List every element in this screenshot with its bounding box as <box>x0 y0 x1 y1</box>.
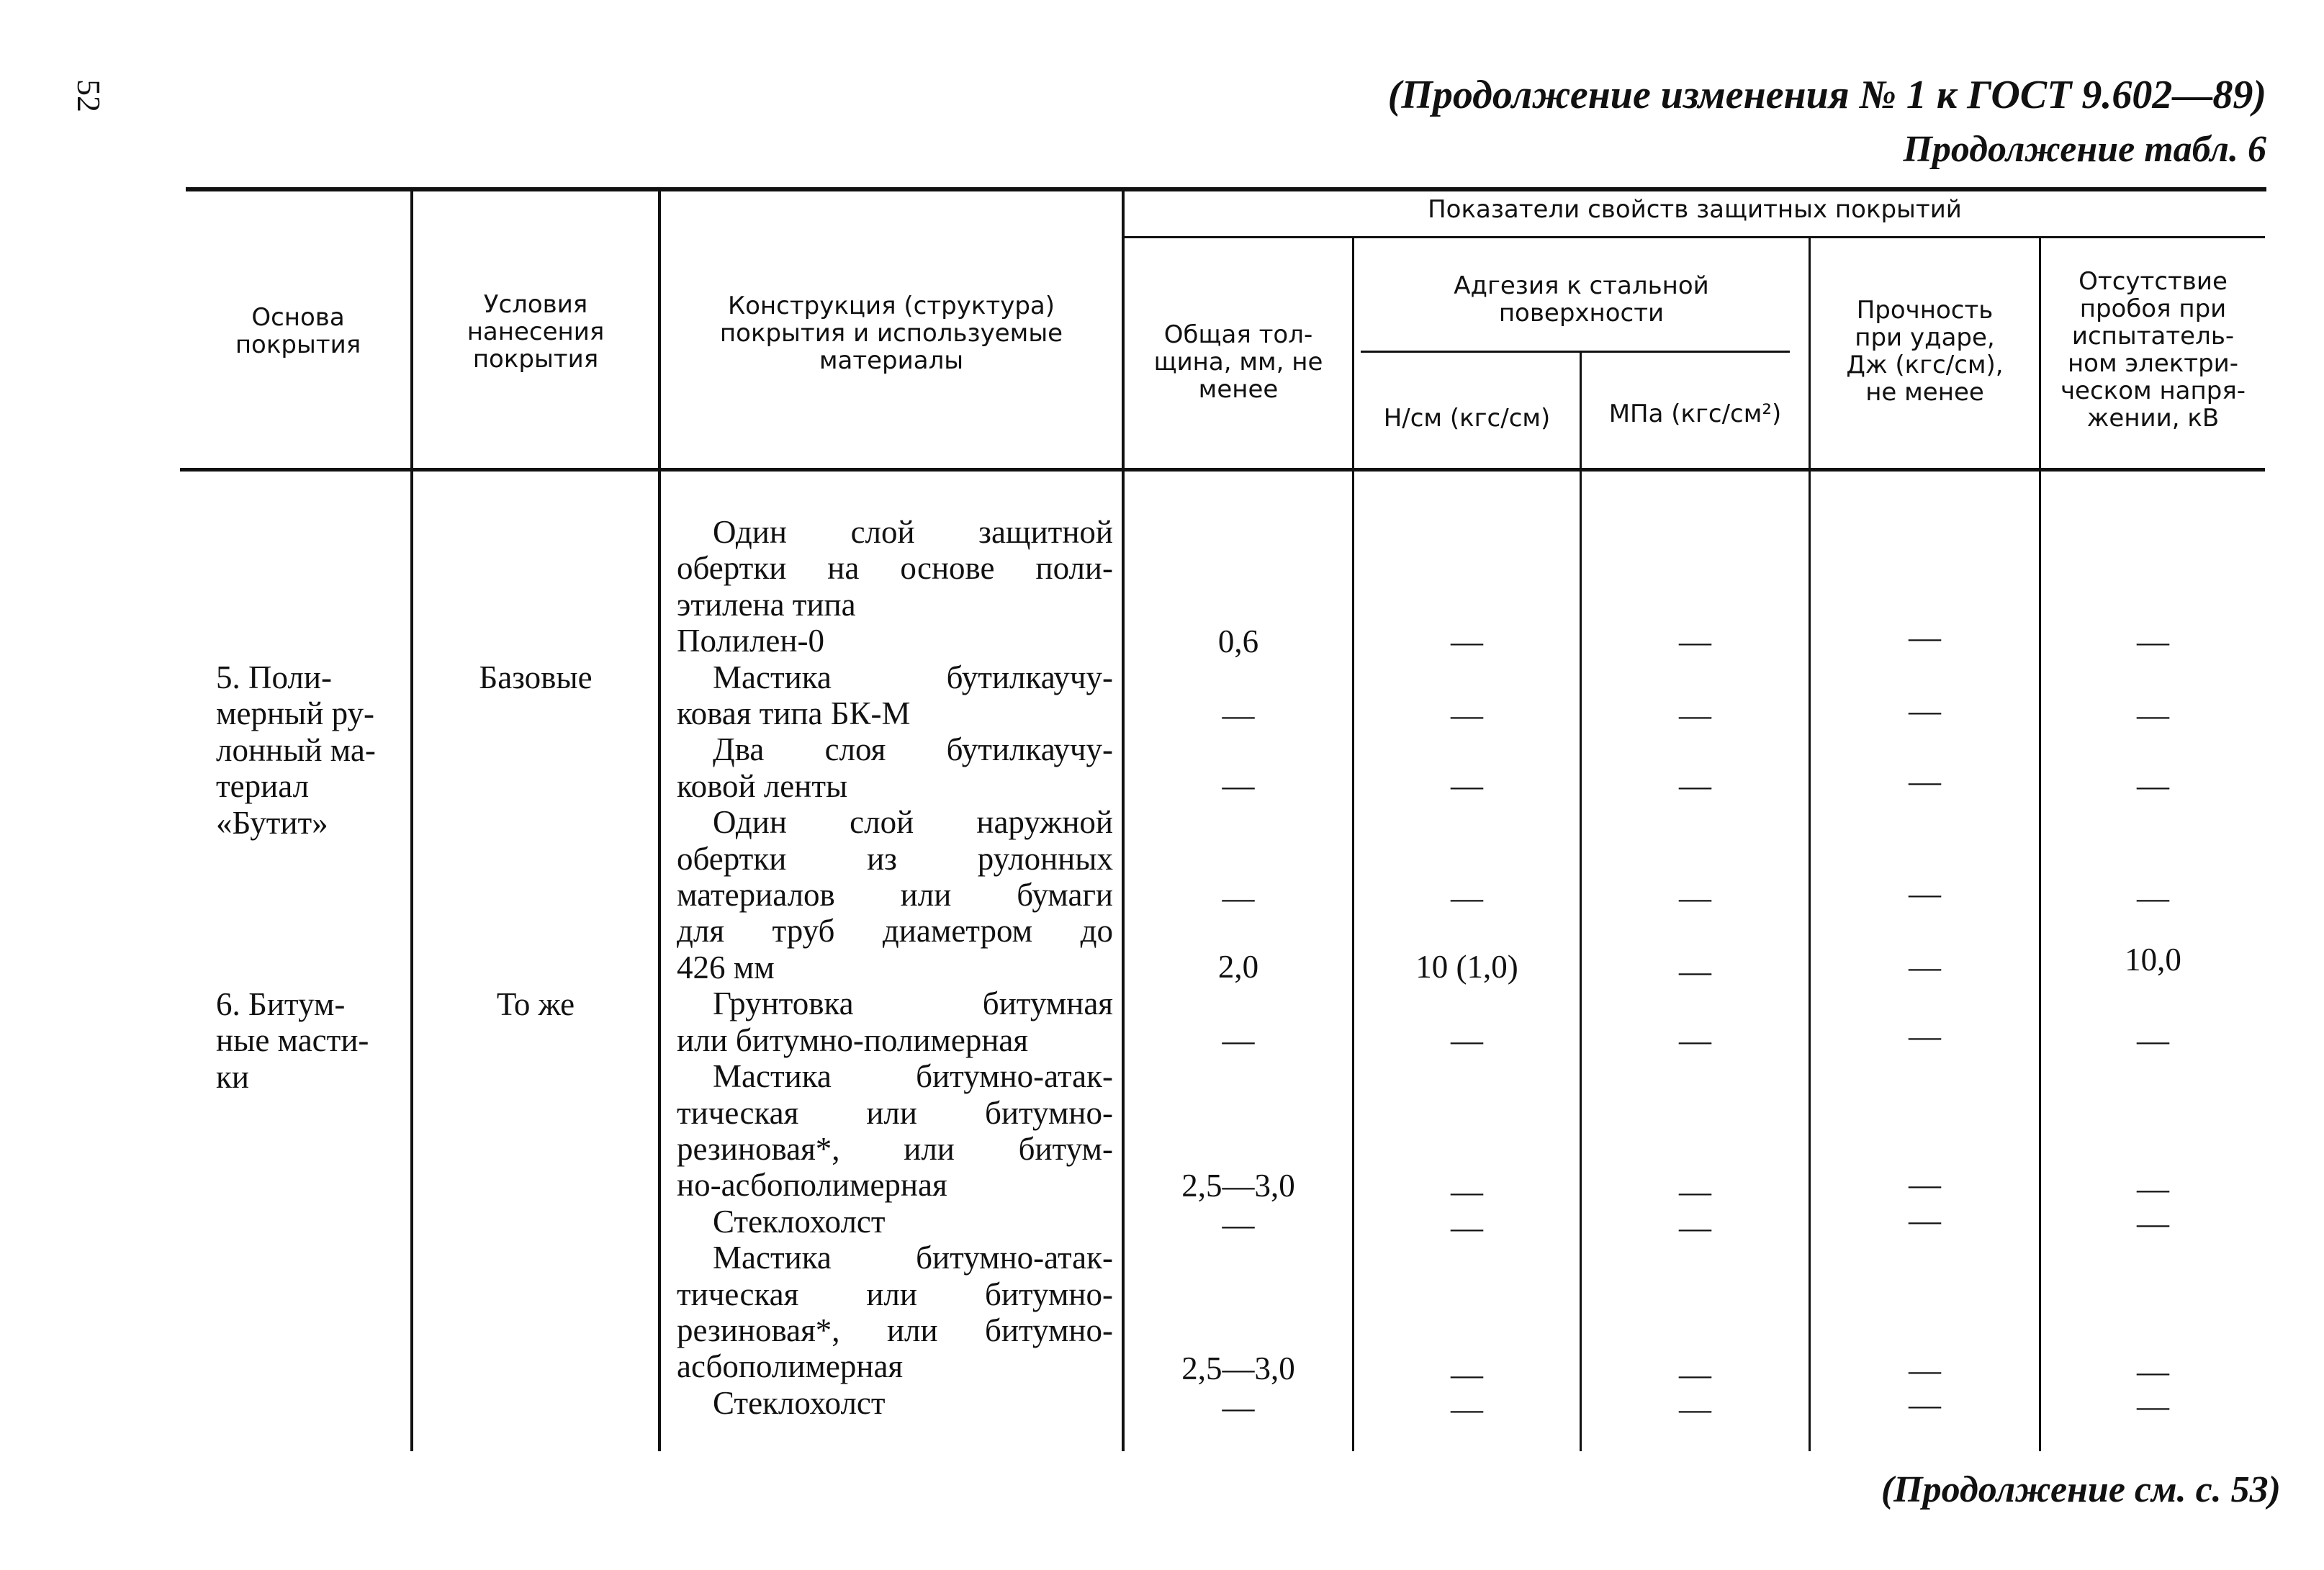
cell-thickness: 2,5—3,0 <box>1181 1350 1295 1386</box>
cell-adhesion-n: — <box>1451 1022 1483 1058</box>
cell-thickness: — <box>1222 697 1255 733</box>
cell-adhesion-n: — <box>1451 697 1483 733</box>
cell-adhesion-n: — <box>1451 1356 1483 1392</box>
cell-adhesion-mpa: — <box>1679 697 1711 733</box>
construction-line: для труб диаметром до <box>677 913 1113 949</box>
cell-adhesion-n: — <box>1451 623 1483 659</box>
construction-line: Мастика бутилкаучу- <box>713 659 1113 695</box>
cell-breakdown: — <box>2137 767 2169 803</box>
construction-text <box>677 514 1113 1421</box>
cell-breakdown: — <box>2137 1205 2169 1241</box>
cell-adhesion-n: — <box>1451 1173 1483 1209</box>
cell-thickness: 0,6 <box>1217 623 1259 659</box>
cell-thickness: — <box>1222 880 1255 916</box>
cell-impact: — <box>1909 1202 1941 1238</box>
cell-breakdown: — <box>2137 1170 2169 1206</box>
cell-breakdown: — <box>2137 623 2169 659</box>
adhesion-group-rule <box>1361 351 1790 353</box>
cell-impact: — <box>1909 1166 1941 1202</box>
construction-line: асбополимерная <box>677 1348 904 1385</box>
cell-thickness: — <box>1222 1206 1255 1242</box>
construction-line: но-асбополимерная <box>677 1167 947 1204</box>
cell-breakdown: — <box>2137 1388 2169 1424</box>
document-header: (Продолжение изменения № 1 к ГОСТ 9.602—89) <box>1387 73 2266 117</box>
page-number: 52 <box>71 79 107 112</box>
cell-impact: — <box>1909 763 1941 799</box>
construction-line: Два слоя бутилкаучу- <box>713 731 1113 768</box>
continuation-note: (Продолжение см. с. 53) <box>1881 1469 2281 1510</box>
table-caption: Продолжение табл. 6 <box>1903 129 2266 170</box>
cell-adhesion-n: 10 (1,0) <box>1415 949 1518 985</box>
construction-line: 426 мм <box>677 949 775 985</box>
properties-group-rule <box>1125 236 2265 238</box>
cell-adhesion-n: — <box>1451 767 1483 803</box>
construction-line: резиновая*, или битум- <box>677 1130 1113 1167</box>
cell-adhesion-n: — <box>1451 1209 1483 1245</box>
header-adhesion-mpa: МПа (кгс/см²) <box>1608 400 1782 428</box>
cell-thickness: — <box>1222 1022 1255 1058</box>
construction-line: Мастика битумно-атак- <box>713 1240 1113 1276</box>
cell-adhesion-n: — <box>1451 880 1483 916</box>
construction-line: или битумно-полимерная <box>677 1021 1029 1058</box>
cell-adhesion-mpa: — <box>1679 953 1711 989</box>
cell-adhesion-mpa: — <box>1679 767 1711 803</box>
construction-line: обертки из рулонных <box>677 840 1113 877</box>
cell-impact: — <box>1909 692 1941 728</box>
conditions-group-6: То же <box>496 986 575 1022</box>
header-adhesion-n: Н/см (кгс/см) <box>1383 404 1551 433</box>
cell-breakdown: — <box>2137 697 2169 733</box>
col-divider-1 <box>410 191 413 1451</box>
col-divider-2 <box>658 191 661 1451</box>
cell-impact: — <box>1909 1386 1941 1422</box>
table-top-rule <box>186 187 2266 191</box>
cell-thickness: 2,0 <box>1217 949 1259 985</box>
cell-adhesion-mpa: — <box>1679 1022 1711 1058</box>
construction-line: Один слой защитной <box>713 514 1113 550</box>
base-group-5: 5. Поли- мерный ру- лонный ма- териал «Бутит» <box>216 659 376 841</box>
cell-thickness: — <box>1222 1389 1255 1425</box>
construction-line: резиновая*, или битумно- <box>677 1312 1113 1348</box>
header-construction: Конструкция (структура) покрытия и используемые материалы <box>719 292 1063 375</box>
construction-line: ковой ленты <box>677 767 848 804</box>
construction-line: Один слой наружной <box>713 804 1113 841</box>
cell-thickness: 2,5—3,0 <box>1181 1168 1295 1204</box>
construction-line: ковая типа БК-М <box>677 695 911 732</box>
construction-line: Грунтовка битумная <box>713 985 1113 1022</box>
cell-breakdown: — <box>2137 880 2169 916</box>
col-divider-6 <box>1809 238 1811 1451</box>
cell-adhesion-mpa: — <box>1679 1173 1711 1209</box>
cell-adhesion-mpa: — <box>1679 1356 1711 1392</box>
header-impact: Прочность при ударе, Дж (кгс/см), не менее <box>1846 296 2004 407</box>
construction-line: Полилен-0 <box>677 623 824 659</box>
cell-impact: — <box>1909 949 1941 985</box>
header-bottom-rule <box>180 468 2265 472</box>
cell-impact: — <box>1909 1352 1941 1388</box>
header-base: Основа покрытия <box>235 303 361 359</box>
cell-adhesion-mpa: — <box>1679 1391 1711 1427</box>
cell-impact: — <box>1909 875 1941 911</box>
base-group-6: 6. Битум- ные масти- ки <box>216 986 369 1095</box>
cell-thickness: — <box>1222 767 1255 803</box>
header-conditions: Условия нанесения покрытия <box>467 290 605 374</box>
construction-line: этилена типа <box>677 586 856 623</box>
cell-adhesion-n: — <box>1451 1391 1483 1427</box>
header-adhesion-group: Адгезия к стальной поверхности <box>1454 271 1709 328</box>
cell-impact: — <box>1909 619 1941 655</box>
construction-line: материалов или бумаги <box>677 877 1113 913</box>
header-properties-group: Показатели свойств защитных покрытий <box>1428 195 1962 224</box>
cell-breakdown: — <box>2137 1353 2169 1389</box>
construction-line: Стеклохолст <box>713 1384 886 1421</box>
construction-line: Мастика битумно-атак- <box>713 1058 1113 1095</box>
construction-line: тическая или битумно- <box>677 1276 1113 1312</box>
conditions-group-5: Базовые <box>479 659 593 695</box>
construction-line: тическая или битумно- <box>677 1094 1113 1131</box>
cell-breakdown: — <box>2137 1022 2169 1058</box>
header-breakdown: Отсутствие пробоя при испытатель- ном электри- ческом напря- жении, кВ <box>2060 267 2246 433</box>
construction-line: обертки на основе поли- <box>677 550 1113 587</box>
cell-breakdown: 10,0 <box>2125 942 2181 978</box>
construction-line: Стеклохолст <box>713 1203 886 1240</box>
cell-impact: — <box>1909 1018 1941 1054</box>
cell-adhesion-mpa: — <box>1679 880 1711 916</box>
header-thickness: Общая тол- щина, мм, не менее <box>1153 320 1323 404</box>
cell-adhesion-mpa: — <box>1679 1209 1711 1245</box>
cell-adhesion-mpa: — <box>1679 623 1711 659</box>
